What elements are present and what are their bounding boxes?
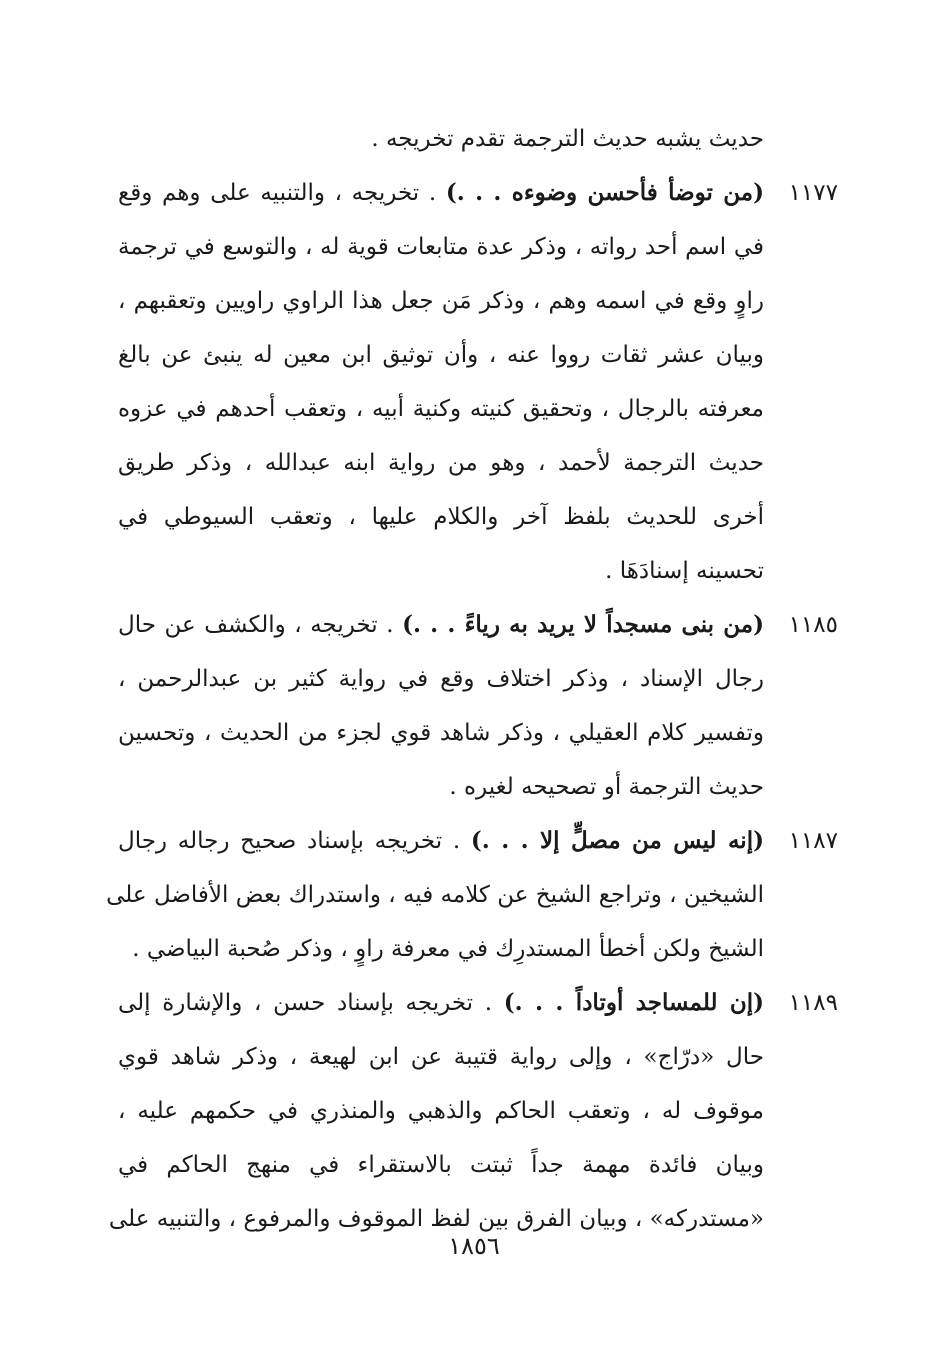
entry-line: راوٍ وقع في اسمه وهم ، وذكر مَن جعل هذا الراوي راويين وتعقبهم ،	[118, 288, 764, 314]
entry-number: ١١٨٧	[788, 828, 838, 854]
entry-line: «مستدركه» ، وبيان الفرق بين لفظ الموقوف والمرفوع ، والتنبيه على	[108, 1206, 764, 1232]
entry-number: ١١٨٩	[788, 990, 838, 1016]
entry-line: موقوف له ، وتعقب الحاكم والذهبي والمنذري في حكمهم عليه ،	[118, 1098, 764, 1124]
entry-number: ١١٨٥	[788, 612, 838, 638]
entry-line: الشيخين ، وتراجع الشيخ عن كلامه فيه ، واستدراك بعض الأفاضل على	[106, 882, 764, 908]
hadith-title: (من توضأ فأحسن وضوءه . . .)	[445, 179, 764, 206]
entry-1185-first-line	[118, 598, 838, 652]
hadith-title: (إن للمساجد أوتاداً . . .)	[503, 989, 764, 1016]
entry-text: . تخريجه بإسناد صحيح رجاله رجال	[118, 828, 471, 854]
entry-line: حديث الترجمة أو تصحيحه لغيره .	[449, 774, 764, 800]
entry-line: أخرى للحديث بلفظ آخر والكلام عليها ، وتعقب السيوطي في	[118, 504, 764, 530]
entry-line: وبيان فائدة مهمة جداً ثبتت بالاستقراء في منهج الحاكم في	[118, 1152, 764, 1178]
index-text-block	[106, 112, 838, 1246]
entry-1189-first-line	[118, 976, 838, 1030]
page-number: ١٨٥٦	[448, 1232, 500, 1260]
entry-line: وبيان عشر ثقات رووا عنه ، وأن توثيق ابن معين له ينبئ عن بالغ	[118, 342, 764, 368]
entry-1187-first-line	[118, 814, 838, 868]
entry-text: . تخريجه ، والكشف عن حال	[118, 612, 403, 638]
entry-line: تحسينه إسنادَهَا .	[605, 558, 764, 584]
entry-line: في اسم أحد رواته ، وذكر عدة متابعات قوية له ، والتوسع في ترجمة	[118, 234, 764, 260]
hadith-title: (من بنى مسجداً لا يريد به رياءً . . .)	[402, 611, 764, 638]
entry-line: وتفسير كلام العقيلي ، وذكر شاهد قوي لجزء من الحديث ، وتحسين	[118, 720, 764, 746]
entry-text: . تخريجه بإسناد حسن ، والإشارة إلى	[118, 990, 504, 1016]
entry-1177-first-line	[118, 166, 838, 220]
entry-number: ١١٧٧	[788, 180, 838, 206]
intro-text: حديث يشبه حديث الترجمة تقدم تخريجه .	[371, 126, 764, 152]
entry-line: رجال الإسناد ، وذكر اختلاف وقع في رواية كثير بن عبدالرحمن ،	[118, 666, 764, 692]
entry-text: . تخريجه ، والتنبيه على وهم وقع	[118, 180, 446, 206]
entry-line: الشيخ ولكن أخطأ المستدرِك في معرفة راوٍ ، وذكر صُحبة البياضي .	[132, 936, 764, 962]
hadith-title: (إنه ليس من مصلٍّ إلا . . .)	[470, 827, 764, 854]
entry-line: حال «درّاج» ، وإلى رواية قتيبة عن ابن لهيعة ، وذكر شاهد قوي	[118, 1044, 764, 1070]
entry-line: حديث الترجمة لأحمد ، وهو من رواية ابنه عبدالله ، وذكر طريق	[118, 450, 764, 476]
intro-line	[118, 112, 838, 166]
entry-line: معرفته بالرجال ، وتحقيق كنيته وكنية أبيه ، وتعقب أحدهم في عزوه	[118, 396, 764, 422]
